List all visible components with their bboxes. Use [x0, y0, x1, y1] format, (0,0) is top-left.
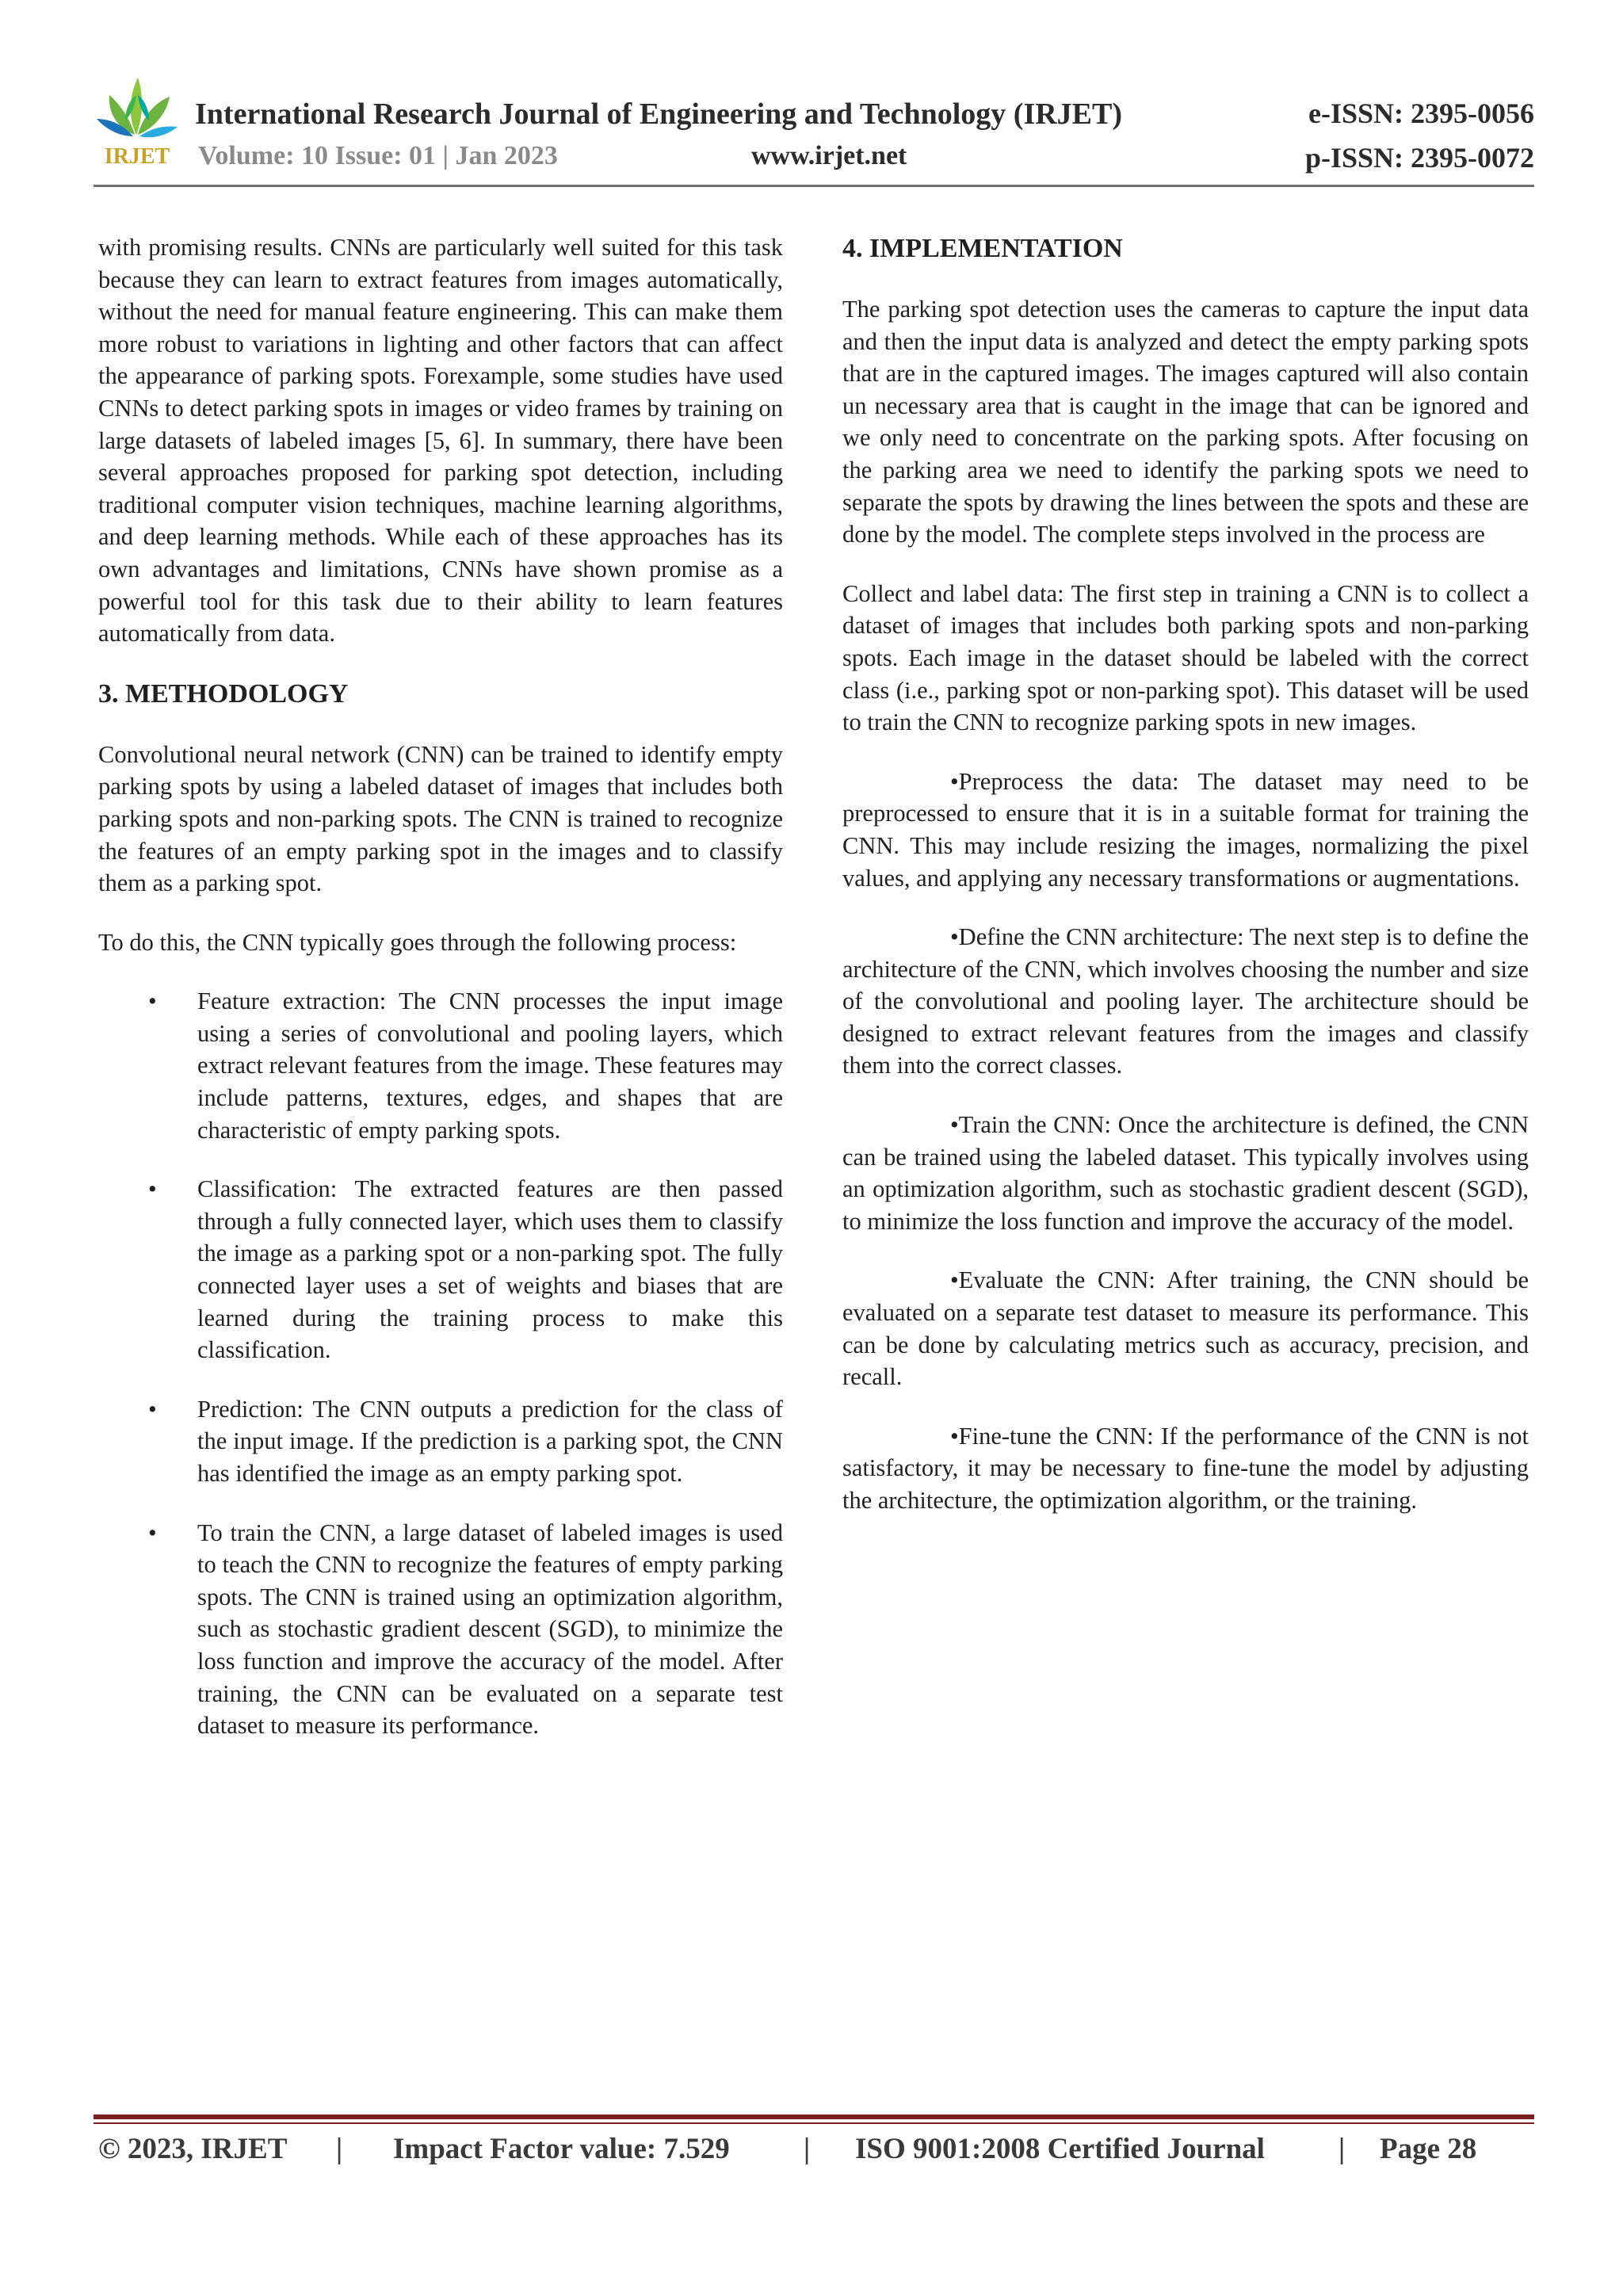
footer-separator: | [1338, 2133, 1346, 2165]
intro-paragraph: with promising results. CNNs are particularly well suited for this task because they can learn to extract features from images automatically, without the need for manual feature engineering. This can make them more robust to variations in lighting and other factors that can affect the appearance of parking spots. Forexample, some studies have used CNNs to detect parking spots in images or video frames by training on large datasets of labeled images [5, 6]. In summary, there have been several approaches proposed for parking spot detection, including traditional computer vision techniques, machine learning algorithms, and deep learning methods. While each of these approaches has its own advantages and limitations, CNNs have shown promise as a powerful tool for this task due to their ability to learn features automatically from data. [98, 234, 783, 648]
footer-separator: | [804, 2133, 811, 2165]
list-item [98, 1173, 783, 1366]
list-item [98, 1393, 783, 1490]
methodology-heading: 3. METHODOLOGY [98, 678, 349, 709]
step-train: •Train the CNN: Once the architecture is defined, the CNN can be trained using the labeled dataset. This typically involves using an optimization algorithm, such as stochastic gradient descent (SGD), to minimize the loss function and improve the accuracy of the model. [842, 1111, 1529, 1235]
bullet-icon: • [148, 1175, 157, 1203]
copyright: © 2023, IRJET [98, 2133, 288, 2165]
process-intro: To do this, the CNN typically goes through the following process: [98, 928, 737, 956]
step-evaluate: •Evaluate the CNN: After training, the CNN should be evaluated on a separate test dataset to measure its performance. This can be done by calculating metrics such as accuracy, precision, and recall. [842, 1266, 1529, 1391]
left-column [98, 231, 783, 1769]
collect-label-paragraph: Collect and label data: The first step in training a CNN is to collect a dataset of images that includes both parking spots and non-parking spots. Each image in the dataset should be labeled with the correct class (i.e., parking spot or non-parking spot). This dataset will be used to train the CNN to recognize parking spots in new images. [842, 579, 1529, 736]
irjet-logo [94, 73, 181, 168]
methodology-paragraph: Convolutional neural network (CNN) can be trained to identify empty parking spots by using a labeled dataset of images that includes both parking spots and non-parking spots. The CNN is trained to recognize the features of an empty parking spot in the images and to classify them as a parking spot. [98, 740, 783, 897]
footer-separator: | [336, 2133, 343, 2165]
step-fine-tune: •Fine-tune the CNN: If the performance of the CNN is not satisfactory, it may be necessary to fine-tune the model by adjusting the architecture, the optimization algorithm, or the training. [842, 1422, 1529, 1514]
list-item-text: Classification: The extracted features are then passed through a fully connected layer, which uses them to classify the image as a parking spot or a non-parking spot. The fully connected layer uses a set of weights and biases that are learned during the training process to make this classification. [197, 1175, 783, 1364]
bullet-icon: • [148, 1395, 157, 1423]
volume-issue: Volume: 10 Issue: 01 | Jan 2023 [198, 141, 558, 170]
list-item [98, 1517, 783, 1742]
list-item-text: To train the CNN, a large dataset of labeled images is used to teach the CNN to recognize the features of empty parking spots. The CNN is trained using an optimization algorithm, such as stochastic gradient descent (SGD), to minimize the loss function and improve the accuracy of the model. After training, the CNN can be evaluated on a separate test dataset to measure its performance. [197, 1519, 783, 1740]
page-footer [98, 2132, 1534, 2172]
p-issn: p-ISSN: 2395-0072 [1304, 142, 1534, 174]
implementation-heading: 4. IMPLEMENTATION [842, 234, 1123, 263]
process-list [98, 985, 783, 1741]
list-item [98, 985, 783, 1146]
page-header [94, 73, 1534, 190]
implementation-paragraph: The parking spot detection uses the cameras to capture the input data and then the input data is analyzed and detect the empty parking spots that are in the captured images. The images captured will also contain un necessary area that is caught in the image that can be ignored and we only need to concentrate on the parking spots. After focusing on the parking area we need to identify the parking spots we need to separate the spots by drawing the lines between the spots and these are done by the model. The complete steps involved in the process are [842, 296, 1529, 548]
header-divider [94, 185, 1534, 187]
e-issn: e-ISSN: 2395-0056 [1308, 97, 1534, 129]
right-column [842, 231, 1529, 1544]
impact-factor: Impact Factor value: 7.529 [393, 2133, 730, 2165]
step-preprocess: •Preprocess the data: The dataset may need to be preprocessed to ensure that it is in a suitable format for training the CNN. This may include resizing the images, normalizing the pixel values, and applying any necessary transformations or augmentations. [842, 767, 1529, 892]
step-define-architecture: •Define the CNN architecture: The next step is to define the architecture of the CNN, which involves choosing the number and size of the convolutional and pooling layer. The architecture should be designed to extract relevant features from the images and classify them into the correct classes. [842, 923, 1529, 1079]
journal-website-link[interactable]: www.irjet.net [751, 141, 907, 170]
journal-title: International Research Journal of Engineering and Technology (IRJET) [195, 97, 1123, 131]
logo-wordmark: IRJET [104, 144, 170, 168]
bullet-icon: • [148, 988, 157, 1015]
footer-divider-thin [94, 2122, 1534, 2124]
list-item-text: Prediction: The CNN outputs a prediction for the class of the input image. If the prediction is a parking spot, the CNN has identified the image as an empty parking spot. [197, 1395, 783, 1487]
page-number: Page 28 [1380, 2133, 1477, 2165]
iso-certification: ISO 9001:2008 Certified Journal [855, 2133, 1265, 2165]
bullet-icon: • [148, 1519, 157, 1546]
footer-divider-thick [94, 2115, 1534, 2119]
list-item-text: Feature extraction: The CNN processes the input image using a series of convolutional and pooling layers, which extract relevant features from the image. These features may include patterns, textures, edges, and shapes that are characteristic of empty parking spots. [197, 988, 783, 1144]
